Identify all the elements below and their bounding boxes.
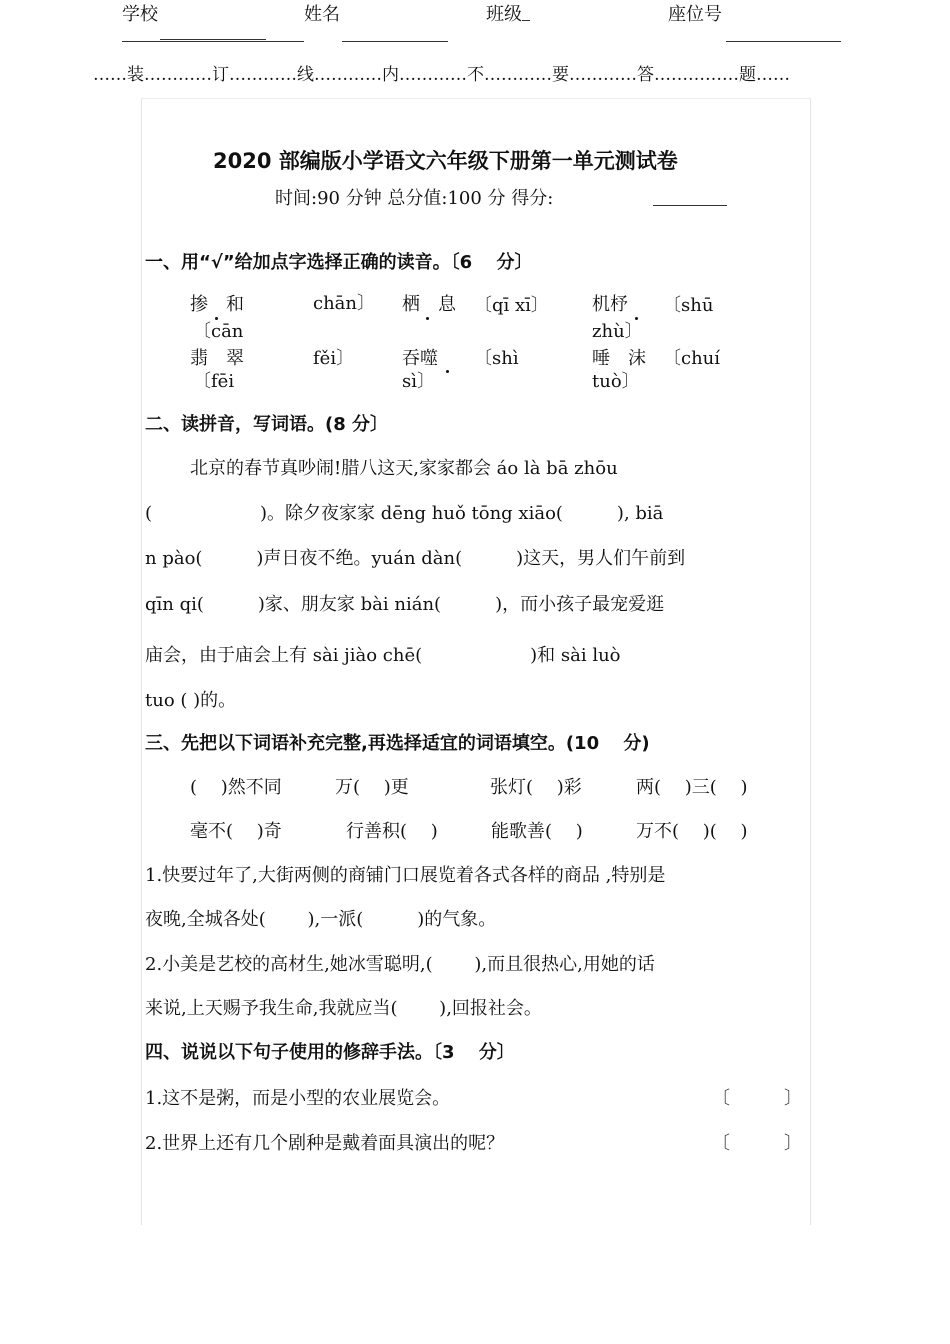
sec1-pinyin-top-6: 〔chuí xyxy=(663,348,721,369)
sec1-pinyin-bottom-4: 〔fēi xyxy=(193,371,235,392)
score-blank-line xyxy=(653,205,727,206)
class-underline xyxy=(522,20,530,21)
sec3-word-3: 张灯( )彩 xyxy=(490,777,582,798)
sec3-word-7: 能歌善( ) xyxy=(491,821,583,842)
sec2-line-3: n pào( )声日夜不绝。yuán dàn( )这天，男人们午前到 xyxy=(145,548,686,569)
sec3-word-6: 行善积( ) xyxy=(346,821,438,842)
name-label: 姓名 xyxy=(304,4,340,25)
emphasis-dot xyxy=(426,317,429,320)
seat-label: 座位号 xyxy=(668,4,722,25)
class-label: 班级 xyxy=(486,4,522,25)
sec2-line-4: qīn qi( )家、朋友家 bài nián( )，而小孩子最宠爱逛 xyxy=(145,594,665,615)
sec1-word-1: 掺 和 xyxy=(190,294,244,315)
sec1-word-3: 机杼 xyxy=(592,294,628,315)
exam-title: 2020 部编版小学语文六年级下册第一单元测试卷 xyxy=(213,149,678,173)
sec3-word-2: 万( )更 xyxy=(335,777,409,798)
sec1-pinyin-top-1: chān〕 xyxy=(313,293,375,314)
exam-info: 时间:90 分钟 总分值:100 分 得分: xyxy=(275,188,554,209)
sec3-line-1: 1.快要过年了,大街两侧的商铺门口展览着各式各样的商品 ,特别是 xyxy=(145,865,666,886)
sec4-answer-2: 〔 〕 xyxy=(712,1133,802,1154)
sec2-line-2: ( )。除夕夜家家 dēng huǒ tōng xiāo( ), biā xyxy=(145,503,664,524)
sec3-word-4: 两( )三( ) xyxy=(636,777,748,798)
sec1-pinyin-top-3: 〔shū xyxy=(663,295,714,316)
emphasis-dot xyxy=(635,317,638,320)
seat-field-line xyxy=(726,41,841,42)
school-label: 学校 xyxy=(122,4,158,25)
seal-line: ……装…………订…………线…………内…………不…………要…………答……………题…… xyxy=(93,65,790,85)
school-field-line-2 xyxy=(160,39,266,40)
sec1-word-5: 吞噬 xyxy=(402,348,438,369)
sec2-line-6: tuo ( )的。 xyxy=(145,690,237,711)
sec3-word-1: ( )然不同 xyxy=(190,777,282,798)
sec3-word-8: 万不( )( ) xyxy=(636,821,748,842)
sec4-heading: 四、说说以下句子使用的修辞手法。〔3 分〕 xyxy=(145,1042,515,1063)
sec3-heading: 三、先把以下词语补充完整,再选择适宜的词语填空。(10 分) xyxy=(145,733,650,754)
sec4-item-2: 2.世界上还有几个剧种是戴着面具演出的呢？ xyxy=(145,1133,505,1154)
sec3-word-5: 毫不( )奇 xyxy=(190,821,282,842)
sec1-pinyin-bottom-1: 〔cān xyxy=(193,321,244,342)
sec1-pinyin-top-2: 〔qī xī〕 xyxy=(474,295,549,316)
sec2-line-5: 庙会，由于庙会上有 sài jiào chē( )和 sài luò xyxy=(145,645,621,666)
sec1-word-4: 翡 翠 xyxy=(190,348,244,369)
name-field-line xyxy=(342,41,448,42)
sec1-pinyin-bottom-6: tuò〕 xyxy=(592,371,640,392)
sec1-heading: 一、用“√”给加点字选择正确的读音。〔6 分〕 xyxy=(145,252,533,273)
sec1-pinyin-bottom-3: zhù〕 xyxy=(592,321,643,342)
emphasis-dot xyxy=(215,317,218,320)
sec4-answer-1: 〔 〕 xyxy=(712,1088,802,1109)
sec2-heading: 二、读拼音，写词语。(8 分〕 xyxy=(145,414,389,435)
sec2-line-1: 北京的春节真吵闹!腊八这天,家家都会 áo là bā zhōu xyxy=(190,458,618,479)
sec1-pinyin-top-4: fěi〕 xyxy=(313,348,355,369)
school-field-line xyxy=(122,41,304,42)
sec3-line-4: 来说,上天赐予我生命,我就应当( ),回报社会。 xyxy=(145,998,542,1019)
sec1-word-6: 唾 沫 xyxy=(592,348,646,369)
sec1-pinyin-top-5: 〔shì xyxy=(474,348,519,369)
sec1-pinyin-bottom-5: sì〕 xyxy=(402,371,435,392)
sec3-line-3: 2.小美是艺校的高材生,她冰雪聪明,( ),而且很热心,用她的话 xyxy=(145,954,655,975)
sec1-word-2: 栖 息 xyxy=(402,294,456,315)
sec4-item-1: 1.这不是粥，而是小型的农业展览会。 xyxy=(145,1088,451,1109)
sec3-line-2: 夜晚,全城各处( ),一派( )的气象。 xyxy=(145,909,497,930)
emphasis-dot xyxy=(446,370,449,373)
